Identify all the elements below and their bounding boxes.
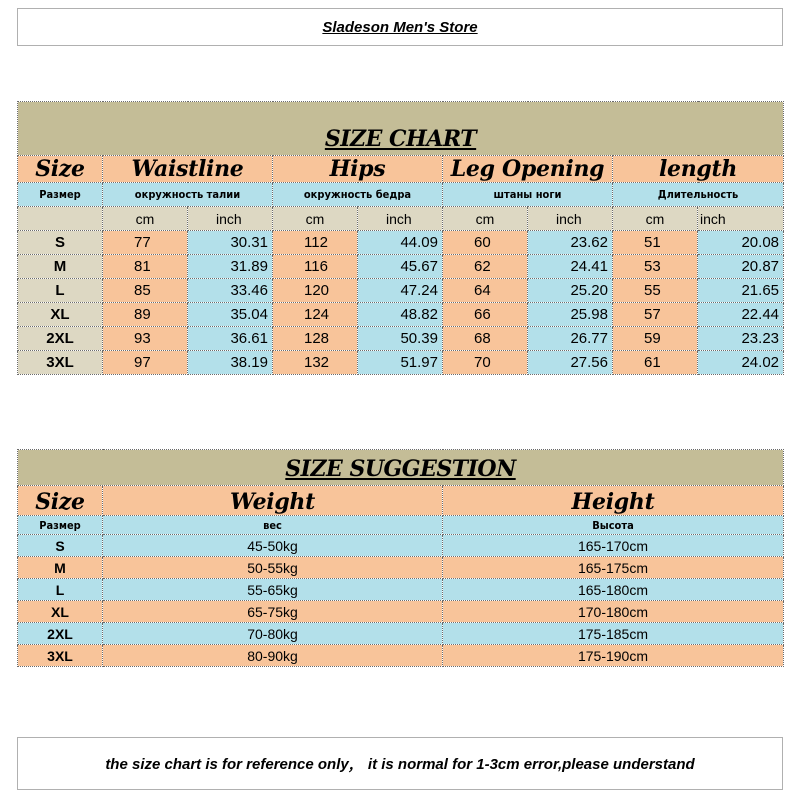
size-cell: 3XL	[18, 351, 103, 375]
height-cell: 175-190cm	[443, 645, 784, 667]
unit-cm: cm	[443, 207, 528, 231]
hips-in-cell: 48.82	[358, 303, 443, 327]
len-in-cell: 23.23	[698, 327, 784, 351]
size-cell: M	[18, 255, 103, 279]
waist-in-cell: 36.61	[188, 327, 273, 351]
leg-cm-cell: 70	[443, 351, 528, 375]
length-header: length	[658, 156, 738, 182]
size-suggestion-row	[18, 623, 784, 645]
len-in-cell: 21.65	[698, 279, 784, 303]
size-chart-table	[17, 101, 784, 375]
hips-cm-cell: 132	[273, 351, 358, 375]
weight-cell: 55-65kg	[103, 579, 443, 601]
ru-waist-label: окружность талии	[103, 183, 273, 207]
unit-blank	[18, 207, 103, 231]
size-cell: L	[18, 579, 103, 601]
size-header: Size	[35, 156, 85, 182]
store-title: Sladeson Men's Store	[322, 18, 478, 36]
weight-cell: 80-90kg	[103, 645, 443, 667]
disclaimer-note: the size chart is for reference only， it is normal for 1-3cm error,please understand	[105, 756, 695, 773]
height-cell: 165-175cm	[443, 557, 784, 579]
hips-in-cell: 51.97	[358, 351, 443, 375]
ru-weight-label: вес	[103, 516, 443, 535]
size-chart-russian-row	[18, 183, 784, 207]
leg-in-cell: 26.77	[528, 327, 613, 351]
hips-in-cell: 47.24	[358, 279, 443, 303]
size-cell: 3XL	[18, 645, 103, 667]
size-suggestion-row	[18, 579, 784, 601]
waist-in-cell: 33.46	[188, 279, 273, 303]
size-suggestion-row	[18, 535, 784, 557]
size-suggestion-row	[18, 645, 784, 667]
size-chart-header-row	[18, 156, 784, 183]
store-header	[17, 8, 783, 46]
weight-cell: 50-55kg	[103, 557, 443, 579]
size-chart-unit-row	[18, 207, 784, 231]
waist-in-cell: 30.31	[188, 231, 273, 255]
waist-cm-cell: 89	[103, 303, 188, 327]
unit-cm: cm	[273, 207, 358, 231]
len-cm-cell: 51	[613, 231, 698, 255]
leg-cm-cell: 66	[443, 303, 528, 327]
hips-cm-cell: 112	[273, 231, 358, 255]
height-cell: 165-170cm	[443, 535, 784, 557]
height-header: Height	[571, 489, 655, 515]
waist-in-cell: 35.04	[188, 303, 273, 327]
size-chart-title: SIZE CHART	[324, 126, 477, 152]
len-cm-cell: 59	[613, 327, 698, 351]
size-cell: S	[18, 535, 103, 557]
hips-header: Hips	[329, 156, 386, 182]
unit-inch: inch	[698, 207, 784, 231]
size-chart-row	[18, 279, 784, 303]
leg-in-cell: 25.98	[528, 303, 613, 327]
unit-cm: cm	[613, 207, 698, 231]
ru-leg-label: штаны ноги	[443, 183, 613, 207]
len-in-cell: 22.44	[698, 303, 784, 327]
hips-cm-cell: 124	[273, 303, 358, 327]
height-cell: 175-185cm	[443, 623, 784, 645]
size-chart-row	[18, 231, 784, 255]
len-cm-cell: 53	[613, 255, 698, 279]
len-cm-cell: 61	[613, 351, 698, 375]
height-cell: 165-180cm	[443, 579, 784, 601]
height-cell: 170-180cm	[443, 601, 784, 623]
hips-cm-cell: 120	[273, 279, 358, 303]
ru-hips-label: окружность бедра	[273, 183, 443, 207]
len-in-cell: 20.87	[698, 255, 784, 279]
size-chart-row	[18, 303, 784, 327]
waist-in-cell: 31.89	[188, 255, 273, 279]
hips-cm-cell: 128	[273, 327, 358, 351]
size-suggestion-row	[18, 557, 784, 579]
size-chart-row	[18, 327, 784, 351]
hips-in-cell: 50.39	[358, 327, 443, 351]
size-cell: 2XL	[18, 327, 103, 351]
waist-in-cell: 38.19	[188, 351, 273, 375]
size-suggestion-title: SIZE SUGGESTION	[285, 456, 516, 482]
waist-cm-cell: 85	[103, 279, 188, 303]
size-chart-row	[18, 351, 784, 375]
leg-in-cell: 25.20	[528, 279, 613, 303]
size-suggestion-row	[18, 601, 784, 623]
size-cell: S	[18, 231, 103, 255]
size-suggestion-header-row	[18, 486, 784, 516]
disclaimer-box	[17, 737, 783, 790]
leg-cm-cell: 60	[443, 231, 528, 255]
ru-height-label: Высота	[443, 516, 784, 535]
waistline-header: Waistline	[131, 156, 244, 182]
hips-in-cell: 45.67	[358, 255, 443, 279]
leg-in-cell: 24.41	[528, 255, 613, 279]
leg-opening-header: Leg Opening	[450, 156, 605, 182]
hips-cm-cell: 116	[273, 255, 358, 279]
waist-cm-cell: 97	[103, 351, 188, 375]
size-cell: L	[18, 279, 103, 303]
leg-cm-cell: 68	[443, 327, 528, 351]
unit-inch: inch	[188, 207, 273, 231]
size-cell: M	[18, 557, 103, 579]
ru-length-label: Длительность	[613, 183, 784, 207]
weight-header: Weight	[229, 489, 315, 515]
unit-inch: inch	[528, 207, 613, 231]
len-in-cell: 20.08	[698, 231, 784, 255]
waist-cm-cell: 81	[103, 255, 188, 279]
ru-size-label: Размер	[18, 516, 103, 535]
len-cm-cell: 57	[613, 303, 698, 327]
size-suggestion-title-row	[18, 450, 784, 486]
leg-cm-cell: 62	[443, 255, 528, 279]
leg-in-cell: 23.62	[528, 231, 613, 255]
leg-cm-cell: 64	[443, 279, 528, 303]
size-cell: XL	[18, 601, 103, 623]
waist-cm-cell: 93	[103, 327, 188, 351]
size-chart-title-row	[18, 102, 784, 156]
size-header: Size	[35, 489, 85, 515]
size-suggestion-table	[17, 449, 784, 667]
unit-cm: cm	[103, 207, 188, 231]
hips-in-cell: 44.09	[358, 231, 443, 255]
weight-cell: 70-80kg	[103, 623, 443, 645]
size-cell: 2XL	[18, 623, 103, 645]
size-chart-row	[18, 255, 784, 279]
weight-cell: 65-75kg	[103, 601, 443, 623]
size-cell: XL	[18, 303, 103, 327]
ru-size-label: Размер	[18, 183, 103, 207]
size-suggestion-russian-row	[18, 516, 784, 535]
len-in-cell: 24.02	[698, 351, 784, 375]
waist-cm-cell: 77	[103, 231, 188, 255]
len-cm-cell: 55	[613, 279, 698, 303]
leg-in-cell: 27.56	[528, 351, 613, 375]
weight-cell: 45-50kg	[103, 535, 443, 557]
unit-inch: inch	[358, 207, 443, 231]
